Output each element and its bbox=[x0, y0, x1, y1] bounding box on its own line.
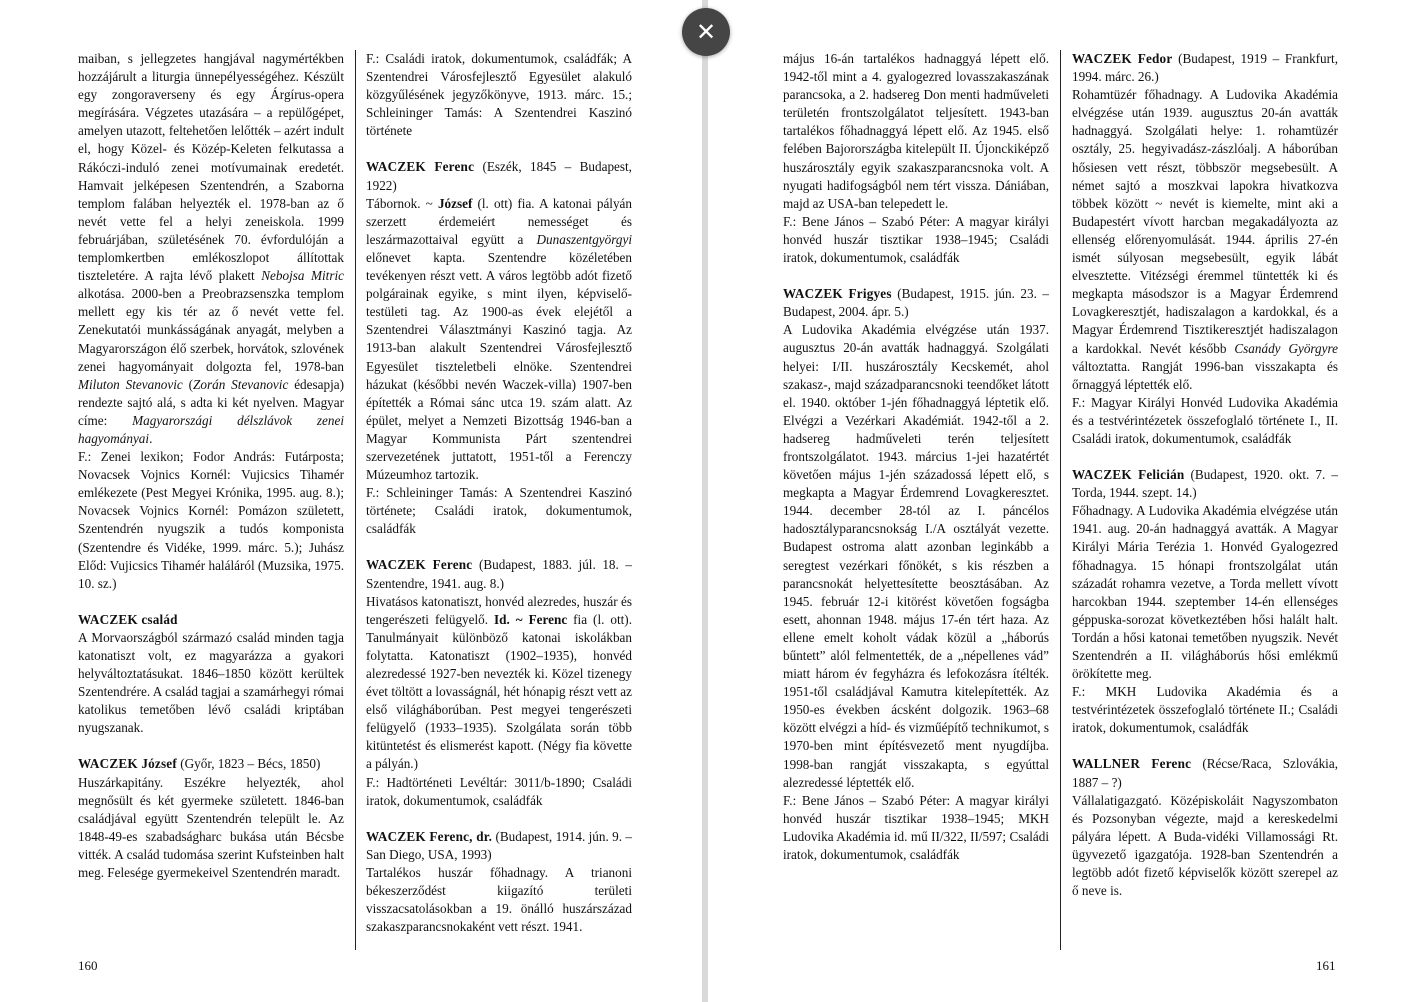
right-column-1 bbox=[783, 50, 1049, 864]
entry-headword: WACZEK Ferenc bbox=[366, 557, 473, 573]
entry-sources: F.: Bene János – Szabó Péter: A magyar királyi honvéd huszár tisztikar 1938–1945; Családi iratok, dokumentumok, családfák bbox=[783, 213, 1049, 266]
text-run: fia (l. ott). Tanulmányait különböző katonai iskolákban folytatta. Katonatiszt (1902–1935), honvéd alezredessé 1927-ben nevezték ki. Közel tizenegy évet töltött a lovasságnál, hét hónapig részt vett az első világháborúban. Pest megyei tengerészeti felügyelő (1933–1935). Szolgálata során több kitüntetést és elismerést kapott. (Négy fia követte a pályán.) bbox=[366, 611, 632, 772]
bold-run: Id. ~ Ferenc bbox=[494, 611, 568, 627]
entry-dates: (Récse/Raca, Szlovákia, 1887 – ?) bbox=[1072, 756, 1338, 790]
entry-headword: WACZEK Fedor bbox=[1072, 51, 1173, 66]
text-run: Hivatásos katonatiszt, honvéd alezredes, huszár és tengerészeti felügyelő. bbox=[366, 593, 632, 627]
entry-headword: WACZEK Ferenc, dr. bbox=[366, 828, 493, 844]
right-column-2 bbox=[1072, 50, 1338, 900]
entry-sources: F.: Zenei lexikon; Fodor András: Futárposta; Novacsek Vojnics Kornél: Vujicsics Tihamér emlékezete (Pest Megyei Krónika, 1995. aug. 8.); Novacsek Vojnics Kornél: Pomázon született, Szentendrén nyugszik a tudós komponista (Szentendre és Vidéke, 1999. márc. 5.); Juhász Előd: Vujicsics Tihamér haláláról (Muzsika, 1975. 10. sz.) bbox=[78, 449, 344, 591]
text-run: ( bbox=[182, 376, 194, 392]
entry-dates: (Budapest, 1919 – Frankfurt, 1994. márc. 26.) bbox=[1072, 51, 1338, 85]
text-run: Tábornok. ~ bbox=[366, 195, 438, 211]
entry-headword: WALLNER Ferenc bbox=[1072, 756, 1192, 772]
italic-run: Zorán Stevanovic bbox=[193, 376, 289, 392]
text-run: előnevet kapta. Szentendre közéletében tevékenyen részt vett. A város legtöbb adót fizető polgárainak egyike, s mint ilyen, képviselő-testületi tag. Az 1900-as évek elejétől a Szentendrei Választmányi Kaszinó tagja. Az 1913-ban alakult Szentendrei Városfejlesztő Egyesület tiszteletbeli elnöke. Szentendrei házukat (későbbi nevén Waczek-villa) 1907-ben építették a Római sánc utca 19. szám alatt. Az épület, melyet a Nemzeti Bizottság 1946-ban a Magyar Kommunista Párt szentendrei szervezetének juttatott, 1951-től a Ferenczy Múzeumhoz tartozik. bbox=[366, 249, 632, 483]
entry-text: Főhadnagy. A Ludovika Akadémia elvégzése után 1941. aug. 20-án hadnaggyá avatták. A Magyar Királyi Mária Terézia 1. Honvéd Gyalogezred főhadnagya. 15 hónapi frontszolgálat után századát rohamra vezetve, a Torda mellett vívott harcokban 1944. szeptember 14-én ellenséges géppuska-sorozat következtében hősi halált halt. Tordán a hősi katonai temetőben nyugszik. Nevét Szentendrén a II. világháborús hősi emlékmű örökítette meg. bbox=[1072, 503, 1338, 682]
entry-text: A Ludovika Akadémia elvégzése után 1937. augusztus 20-án avatták hadnaggyá. Szolgálati helyei: I/II. huszárosztály Kecskemét, ahol szakasz-, majd századparancsnoki teendőket látott el. 1940. október 1-jén főhadnaggyá léptetik elő. Elvégzi a Vezérkari Akadémiát. 1942-től a 2. hadsereg hadműveleti terén teljesített frontszolgálatot. 1943. március 1-jei hazatértét követően május 1-jén századossá lépett elő, s megkapta a Magyar Érdemrend Lovagkeresztet. 1944. december 28-tól az I. páncélos hadosztályparancsnokság I./A osztályát vezette. Budapest ostroma alatt azonban leginkább a seregtest vezérkari főnökét, s kis részben a parancsnokát helyettesítette beosztásában. Az 1945. február 12-i kitörést követően fogságba esett, ahonnan 1948. május 17-én tért haza. Az ellene emelt koholt vádak közül a „háborús bűntett” alól felmentették, de a „népellenes vád” miatt három év fegyházra és lefokozásra ítélték. 1951-től családjával Kamutra kitelepítették. Az 1950-es években ácsként dolgozik. 1963–68 között elvégzi a híd- és vizműépítő technikumot, s 1970-ben mint építésvezető ment nyugdíjba. 1998-ban rangját visszakapta, s egyúttal alezredessé léptették elő. bbox=[783, 322, 1049, 790]
entry-text: A Morvaországból származó család minden tagja katonatiszt volt, ez magyarázza a gyakori helyváltoztatásukat. 1846–1850 között kerültek Szentendrére. A család tagjai a szamárhegyi római katolikus temetőben lévő családi kriptában nyugszanak. bbox=[78, 629, 344, 736]
entry-headword: WACZEK család bbox=[78, 611, 178, 627]
entry-waczek-ferenc-1845 bbox=[366, 158, 632, 538]
entry-dates: (Budapest, 1914. jún. 9. – San Diego, USA, 1993) bbox=[366, 828, 632, 862]
entry-waczek-felician bbox=[1072, 466, 1338, 737]
entry-waczek-ferenc-1883 bbox=[366, 556, 632, 809]
entry-text bbox=[78, 50, 344, 448]
entry-heading bbox=[78, 755, 344, 773]
entry-headword: WACZEK Ferenc bbox=[366, 159, 475, 175]
right-page bbox=[708, 0, 1412, 1002]
left-column-2 bbox=[366, 50, 632, 936]
entry-heading bbox=[366, 556, 632, 592]
entry-waczek-csalad bbox=[78, 611, 344, 738]
text-run: . bbox=[149, 430, 153, 446]
entry-wallner-ferenc bbox=[1072, 755, 1338, 900]
text-run: alkotása. 2000-ben a Preobrazsenszka templom mellett egy kis tér az ő nevét vette fel. Zenekutatói munkásságának anyagát, melyben a Magyarországon élő szerbek, horvátok, szlovének zenei hagyományait dolgozta fel, 1978-ban bbox=[78, 286, 344, 374]
column-divider bbox=[1060, 50, 1061, 950]
entry-text: Vállalatigazgató. Középiskoláit Nagyszombaton és Pozsonyban végezte, majd a kereskedelmi pályára lépett. A Buda-vidéki Villamossági Rt. ügyvezető igazgatója. 1928-ban Szentendrén a legtöbb adót fizető képviselők között szerepel az ő neve is. bbox=[1072, 792, 1338, 899]
entry-heading bbox=[366, 158, 632, 194]
entry-headword: WACZEK József bbox=[78, 756, 177, 772]
entry-sources: F.: Családi iratok, dokumentumok, családfák; A Szentendrei Városfejlesztő Egyesület alakuló közgyűlésének jegyzőkönyve, 1913. márc. 15.; Schleininger Tamás: A Szentendrei Kaszinó története bbox=[366, 51, 632, 139]
entry-dates: (Győr, 1823 – Bécs, 1850) bbox=[176, 756, 321, 772]
entry-sources: F.: Magyar Királyi Honvéd Ludovika Akadémia és a testvérintézetek összefoglaló története I., II. Családi iratok, dokumentumok, családfák bbox=[1072, 394, 1338, 446]
entry-continuation bbox=[783, 50, 1049, 267]
entry-heading bbox=[783, 285, 1049, 321]
left-column-1 bbox=[78, 50, 344, 882]
entry-waczek-jozsef bbox=[78, 755, 344, 882]
page-number: 161 bbox=[1316, 958, 1336, 973]
entry-text: május 16-án tartalékos hadnaggyá lépett elő. 1942-től mint a 4. gyalogezred lovasszakaszának parancsoka, a 2. hadsereg Don menti hadműveleti területén frontszolgálatot teljesített. 1943-ban tartalékos főhadnaggyá lépett elő. Az 1945. első felében Bajorországba kitelepült II. Újonckiképző huszárosztály egyik szakaszparancsnoka volt. A nyugati hadifogságból nem tért vissza. Dániában, majd az USA-ban telepedett le. bbox=[783, 51, 1049, 211]
entry-headword: WACZEK Felicián bbox=[1072, 467, 1185, 483]
entry-waczek-ferenc-dr bbox=[366, 828, 632, 937]
entry-sources: F.: Schleininger Tamás: A Szentendrei Kaszinó története; Családi iratok, dokumentumok, családfák bbox=[366, 485, 632, 537]
left-page bbox=[0, 0, 702, 1002]
page-number: 160 bbox=[78, 958, 98, 973]
entry-text: Huszárkapitány. Eszékre helyezték, ahol megnősült és két gyermeke született. 1846-ban családjával együtt Szentendrén települt le. Az 1848-49-es szabadságharc bukása után Bécsbe vitték. A család tudomása szerint Kufsteinben halt meg. Felesége gyermekeivel Szentendrén maradt. bbox=[78, 774, 344, 881]
text-run: változtatta. Rangját 1996-ban visszakapta és őrnaggyá léptették elő. bbox=[1072, 358, 1338, 392]
text-run: (l. ott) fia. A katonai pályán szerzett érdemeiért nemességet és leszármazottaival együtt a bbox=[366, 195, 633, 247]
entry-dates: (Budapest, 1883. júl. 18. – Szentendre, 1941. aug. 8.) bbox=[366, 557, 632, 591]
italic-run: Miluton Stevanovic bbox=[78, 376, 183, 392]
entry-text bbox=[1072, 86, 1338, 394]
close-icon: ✕ bbox=[695, 18, 717, 46]
entry-heading bbox=[1072, 50, 1338, 86]
bold-run: József bbox=[437, 195, 473, 211]
entry-dates: (Budapest, 1920. okt. 7. – Torda, 1944. szept. 14.) bbox=[1072, 467, 1338, 501]
entry-heading bbox=[366, 828, 632, 864]
entry-heading bbox=[1072, 466, 1338, 502]
italic-run: Nebojsa Mitric bbox=[261, 268, 344, 284]
entry-sources: F.: Hadtörténeti Levéltár: 3011/b-1890; Családi iratok, dokumentumok, családfák bbox=[366, 774, 632, 808]
entry-heading bbox=[1072, 755, 1338, 791]
text-run: maiban, s jellegzetes hangjával nagymértékben hozzájárult a liturgia ünnepélyességéhez. Készült egy zongoraverseny és egy Árgírus-opera megírására. Végzetes utazására – a repülőgépet, amelyen utazott, feltehetően lelőtték – azért indult el, hogy Közel- és Közép-Keleten felkutassa a Rákóczi-induló zenei motívumainak eredetét. Hamvait jelképesen Szentendrén, a Szaborna templom falában helyezték el. 1978-ban az ő nevét vette fel a helyi zeneiskola. 1999 februárjában, születésének 70. évfordulóján a templomkertben emlékoszlopot állítottak tiszteletére. A rajta lévő plakett bbox=[78, 51, 344, 284]
close-button[interactable] bbox=[682, 8, 730, 56]
entry-sources: F.: MKH Ludovika Akadémia és a testvérintézetek összefoglaló története II.; Családi iratok, dokumentumok, családfák bbox=[1072, 684, 1338, 736]
entry-waczek-frigyes bbox=[783, 285, 1049, 864]
italic-run: Magyarországi délszlávok zenei hagyományai bbox=[78, 412, 344, 446]
entry-dates: (Eszék, 1845 – Budapest, 1922) bbox=[366, 159, 632, 193]
entry-sources: F.: Bene János – Szabó Péter: A magyar királyi honvéd huszár tisztikar 1938–1945; MKH Ludovika Akadémia id. mű II/322, II/597; Családi iratok, dokumentumok, családfák bbox=[783, 792, 1049, 863]
entry-text bbox=[366, 593, 632, 774]
entry-dates: (Budapest, 1915. jún. 23. – Budapest, 2004. ápr. 5.) bbox=[783, 286, 1049, 320]
entry-text: Tartalékos huszár főhadnagy. A trianoni békeszerződést kiigazító területi visszacsatolásokban a 19. önálló huszárszázad szakaszparancsnokaként vett részt. 1941. bbox=[366, 864, 632, 935]
text-run: Rohamtüzér főhadnagy. A Ludovika Akadémia elvégzése után 1939. augusztus 20-án avatták hadnaggyá. Szolgálati helye: 1. rohamtüzér osztály, 25. hegyivadász-zászlóalj. A háborúban hősiesen vett részt, többször megsebesült. A német sajtó a moszkvai lapokra hivatkozva többek között ~ nevét is kiemelte, mint aki a Budapestért vívott harcban megakadályozta az ellenség előrenyomulását. 1944. április 27-én ismét súlyosan megsebesült, egyik lábát elvesztette. Vitézségi éremmel tüntették ki és megkapta másodszor is a Magyar Érdemrend Lovagkeresztjét, hadiszalagon a kardokkal, és a Magyar Érdemrend Tisztikeresztjét hadiszalagon a kardokkal. Nevét később bbox=[1072, 87, 1338, 356]
text-run: édesapja) rendezte sajtó alá, s adta ki két nyelven. Magyar címe: bbox=[78, 376, 344, 428]
entry-continuation bbox=[366, 50, 632, 140]
entry-headword: WACZEK Frigyes bbox=[783, 286, 892, 302]
entry-continuation bbox=[78, 50, 344, 593]
entry-heading bbox=[78, 611, 344, 629]
italic-run: Csanády Györgyre bbox=[1234, 340, 1338, 356]
column-divider bbox=[355, 50, 356, 950]
entry-text bbox=[366, 195, 632, 485]
entry-waczek-fedor bbox=[1072, 50, 1338, 448]
italic-run: Dunaszentgyörgyi bbox=[536, 231, 632, 247]
